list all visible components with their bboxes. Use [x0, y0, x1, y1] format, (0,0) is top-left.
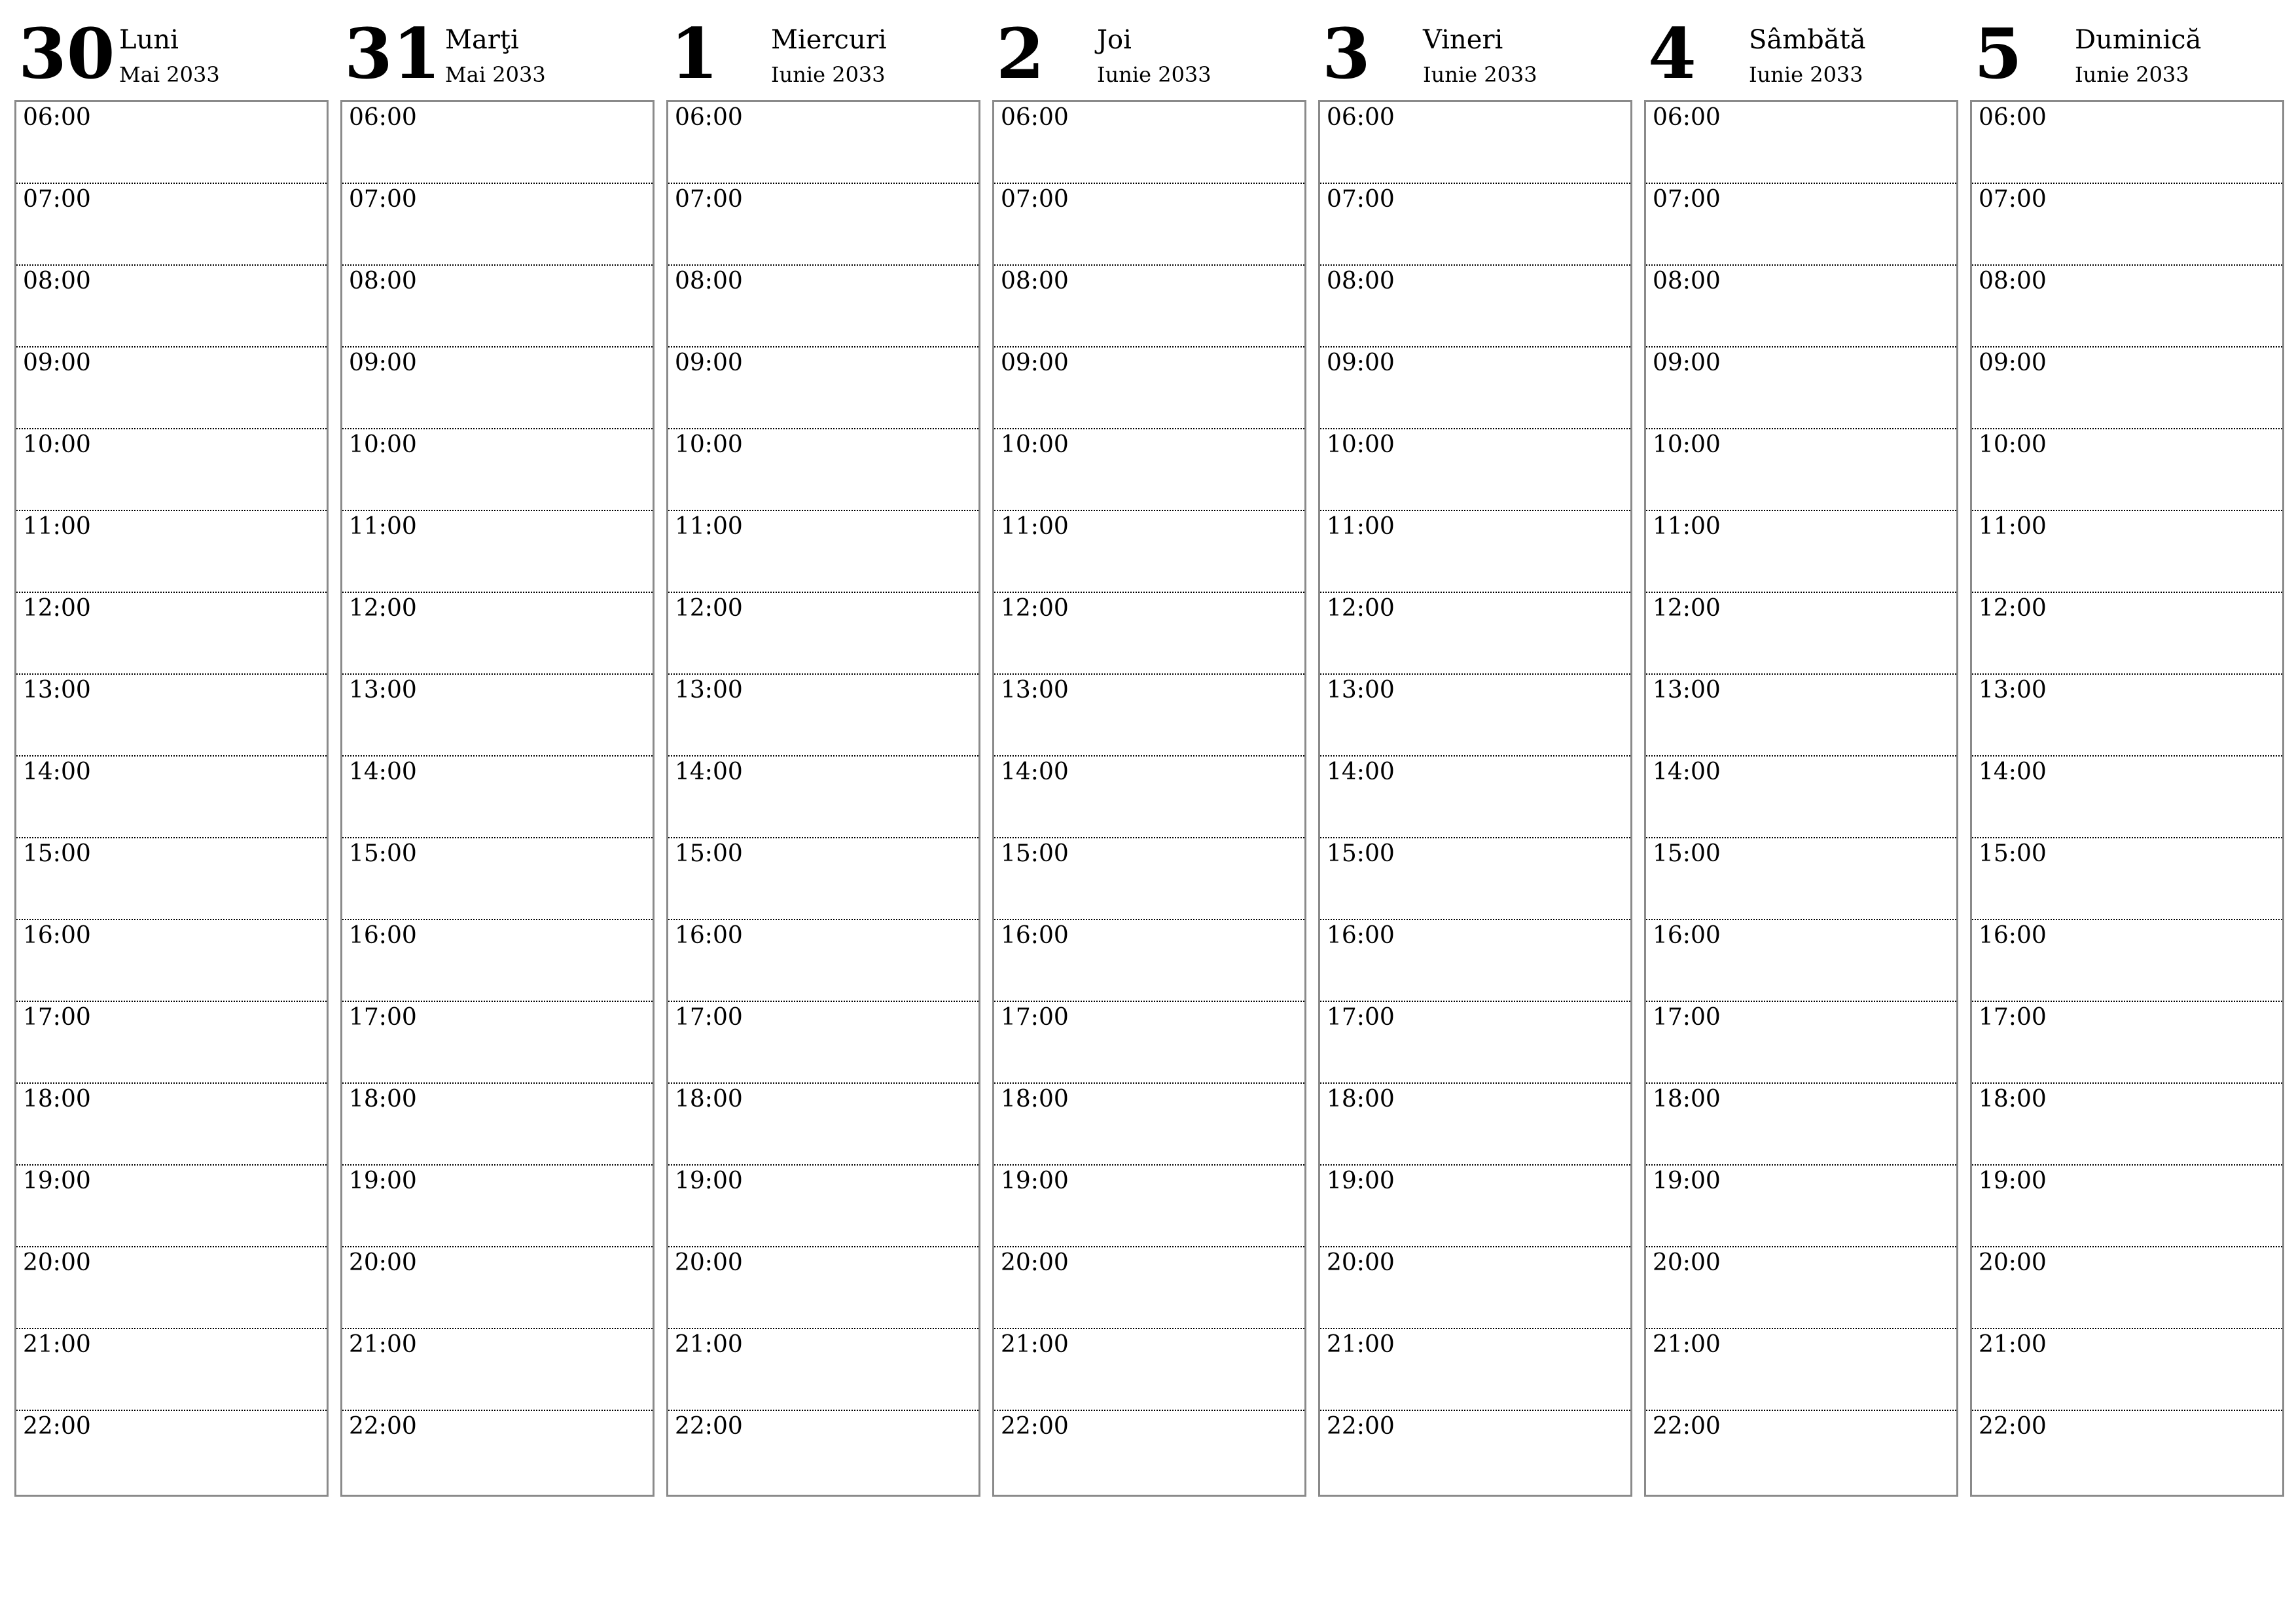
hour-label: 16:00	[1001, 922, 1069, 949]
hour-slot[interactable]	[342, 1329, 653, 1411]
hour-label: 15:00	[1653, 840, 1721, 867]
hour-label: 09:00	[1653, 349, 1721, 376]
day-header	[340, 0, 653, 99]
day-number: 2	[996, 12, 1045, 94]
hour-slot[interactable]	[1646, 920, 1956, 1002]
hour-label: 20:00	[23, 1249, 91, 1276]
hour-slot[interactable]	[16, 1084, 327, 1166]
hour-label: 17:00	[1653, 1004, 1721, 1031]
hour-label: 06:00	[349, 104, 417, 131]
day-number: 1	[670, 12, 719, 94]
hour-slot[interactable]	[1320, 348, 1630, 429]
hour-label: 15:00	[1001, 840, 1069, 867]
hour-label: 13:00	[23, 677, 91, 704]
day-header	[992, 0, 1305, 99]
hour-label: 15:00	[675, 840, 743, 867]
hour-label: 14:00	[1653, 758, 1721, 785]
hour-label: 08:00	[1979, 268, 2047, 294]
hour-label: 09:00	[23, 349, 91, 376]
hour-slot[interactable]	[1972, 511, 2282, 593]
hour-label: 22:00	[1327, 1413, 1395, 1440]
hour-slot[interactable]	[16, 184, 327, 266]
hour-label: 11:00	[349, 513, 417, 540]
hour-label: 14:00	[1979, 758, 2047, 785]
hour-slot[interactable]	[1972, 429, 2282, 511]
hour-label: 12:00	[1979, 595, 2047, 622]
day-name: Duminică	[2075, 25, 2202, 55]
hour-label: 15:00	[349, 840, 417, 867]
day-name: Luni	[119, 25, 179, 55]
hour-label: 12:00	[675, 595, 743, 622]
hour-slot[interactable]	[16, 1247, 327, 1329]
day-column	[666, 0, 979, 1499]
hour-slot[interactable]	[342, 675, 653, 757]
hour-slot[interactable]	[16, 429, 327, 511]
day-schedule-box	[14, 100, 329, 1497]
hour-label: 11:00	[23, 513, 91, 540]
hour-slot[interactable]	[1646, 429, 1956, 511]
hour-label: 22:00	[1979, 1413, 2047, 1440]
hour-label: 20:00	[1327, 1249, 1395, 1276]
hour-label: 11:00	[1653, 513, 1721, 540]
hour-label: 06:00	[1979, 104, 2047, 131]
hour-slot[interactable]	[1320, 1084, 1630, 1166]
hour-label: 09:00	[1327, 349, 1395, 376]
hour-slot[interactable]	[342, 511, 653, 593]
hour-slot[interactable]	[668, 675, 978, 757]
hour-slot[interactable]	[994, 593, 1304, 675]
hour-label: 16:00	[23, 922, 91, 949]
hour-label: 07:00	[1979, 186, 2047, 213]
hour-label: 12:00	[349, 595, 417, 622]
month-year: Iunie 2033	[1423, 62, 1537, 87]
hour-slot[interactable]	[342, 184, 653, 266]
hour-slot[interactable]	[1320, 266, 1630, 348]
hour-slot[interactable]	[16, 675, 327, 757]
hour-label: 19:00	[23, 1168, 91, 1194]
hour-label: 19:00	[1979, 1168, 2047, 1194]
hour-slot[interactable]	[668, 1166, 978, 1247]
hour-slot[interactable]	[1646, 1247, 1956, 1329]
hour-label: 11:00	[675, 513, 743, 540]
hour-label: 06:00	[675, 104, 743, 131]
hour-label: 14:00	[675, 758, 743, 785]
hour-slot[interactable]	[1972, 1166, 2282, 1247]
hour-slot[interactable]	[994, 838, 1304, 920]
hour-label: 08:00	[675, 268, 743, 294]
hour-label: 14:00	[1001, 758, 1069, 785]
hour-label: 16:00	[1653, 922, 1721, 949]
hour-label: 17:00	[1979, 1004, 2047, 1031]
hour-label: 21:00	[675, 1331, 743, 1358]
hour-slot[interactable]	[1972, 102, 2282, 184]
hour-slot[interactable]	[1646, 757, 1956, 838]
month-year: Mai 2033	[119, 62, 220, 87]
hour-label: 19:00	[1327, 1168, 1395, 1194]
day-name: Miercuri	[771, 25, 887, 55]
hour-slot[interactable]	[16, 266, 327, 348]
hour-label: 09:00	[349, 349, 417, 376]
hour-slot[interactable]	[1320, 184, 1630, 266]
day-schedule-box	[1644, 100, 1958, 1497]
hour-label: 22:00	[1001, 1413, 1069, 1440]
hour-label: 22:00	[349, 1413, 417, 1440]
hour-label: 10:00	[1001, 431, 1069, 458]
hour-label: 13:00	[1653, 677, 1721, 704]
hour-label: 09:00	[675, 349, 743, 376]
hour-label: 10:00	[349, 431, 417, 458]
hour-slot[interactable]	[16, 1002, 327, 1084]
hour-slot[interactable]	[1972, 593, 2282, 675]
hour-slot[interactable]	[1646, 348, 1956, 429]
hour-label: 10:00	[1327, 431, 1395, 458]
hour-slot[interactable]	[668, 1084, 978, 1166]
hour-label: 18:00	[675, 1086, 743, 1113]
hour-slot[interactable]	[342, 1084, 653, 1166]
hour-slot[interactable]	[1320, 1329, 1630, 1411]
month-year: Mai 2033	[445, 62, 546, 87]
hour-label: 07:00	[1653, 186, 1721, 213]
hour-label: 15:00	[1979, 840, 2047, 867]
month-year: Iunie 2033	[1097, 62, 1211, 87]
hour-slot[interactable]	[1320, 102, 1630, 184]
hour-label: 19:00	[675, 1168, 743, 1194]
hour-slot[interactable]	[1972, 184, 2282, 266]
day-header	[14, 0, 327, 99]
hour-label: 08:00	[349, 268, 417, 294]
hour-label: 13:00	[1001, 677, 1069, 704]
hour-slot[interactable]	[16, 1166, 327, 1247]
hour-slot[interactable]	[1646, 266, 1956, 348]
hour-slot[interactable]	[668, 1411, 978, 1493]
hour-label: 18:00	[1327, 1086, 1395, 1113]
hour-slot[interactable]	[1972, 1084, 2282, 1166]
hour-label: 08:00	[1327, 268, 1395, 294]
day-header	[1318, 0, 1631, 99]
day-number: 31	[344, 12, 441, 94]
hour-slot[interactable]	[1320, 429, 1630, 511]
hour-label: 07:00	[1327, 186, 1395, 213]
hour-slot[interactable]	[668, 757, 978, 838]
hour-slot[interactable]	[342, 1247, 653, 1329]
hour-slot[interactable]	[342, 593, 653, 675]
hour-slot[interactable]	[342, 920, 653, 1002]
hour-slot[interactable]	[994, 511, 1304, 593]
hour-label: 22:00	[675, 1413, 743, 1440]
hour-slot[interactable]	[16, 593, 327, 675]
hour-label: 08:00	[23, 268, 91, 294]
hour-slot[interactable]	[994, 102, 1304, 184]
hour-slot[interactable]	[342, 757, 653, 838]
hour-slot[interactable]	[668, 1247, 978, 1329]
hour-label: 13:00	[675, 677, 743, 704]
hour-label: 21:00	[1653, 1331, 1721, 1358]
hour-label: 18:00	[1653, 1086, 1721, 1113]
hour-label: 15:00	[23, 840, 91, 867]
hour-slot[interactable]	[668, 511, 978, 593]
hour-label: 18:00	[1979, 1086, 2047, 1113]
hour-slot[interactable]	[668, 1002, 978, 1084]
hour-label: 17:00	[349, 1004, 417, 1031]
hour-slot[interactable]	[16, 511, 327, 593]
hour-slot[interactable]	[994, 757, 1304, 838]
hour-slot[interactable]	[1320, 920, 1630, 1002]
hour-slot[interactable]	[1972, 1411, 2282, 1493]
hour-label: 07:00	[23, 186, 91, 213]
day-number: 5	[1974, 12, 2022, 94]
hour-label: 19:00	[1001, 1168, 1069, 1194]
hour-slot[interactable]	[342, 102, 653, 184]
hour-slot[interactable]	[342, 1166, 653, 1247]
hour-label: 06:00	[1653, 104, 1721, 131]
day-number: 4	[1648, 12, 1696, 94]
hour-slot[interactable]	[1320, 511, 1630, 593]
hour-label: 18:00	[1001, 1086, 1069, 1113]
hour-slot[interactable]	[1646, 1411, 1956, 1493]
hour-label: 14:00	[349, 758, 417, 785]
hour-slot[interactable]	[994, 1329, 1304, 1411]
hour-label: 22:00	[23, 1413, 91, 1440]
hour-label: 17:00	[675, 1004, 743, 1031]
hour-label: 16:00	[349, 922, 417, 949]
hour-label: 15:00	[1327, 840, 1395, 867]
hour-slot[interactable]	[1646, 675, 1956, 757]
hour-slot[interactable]	[668, 102, 978, 184]
day-schedule-box	[992, 100, 1306, 1497]
hour-slot[interactable]	[1972, 920, 2282, 1002]
hour-label: 11:00	[1327, 513, 1395, 540]
hour-slot[interactable]	[16, 1329, 327, 1411]
hour-label: 12:00	[1327, 595, 1395, 622]
hour-slot[interactable]	[342, 348, 653, 429]
hour-label: 14:00	[23, 758, 91, 785]
hour-slot[interactable]	[1320, 593, 1630, 675]
hour-slot[interactable]	[994, 429, 1304, 511]
hour-slot[interactable]	[994, 1166, 1304, 1247]
hour-slot[interactable]	[1646, 593, 1956, 675]
hour-label: 08:00	[1001, 268, 1069, 294]
hour-label: 16:00	[1979, 922, 2047, 949]
month-year: Iunie 2033	[771, 62, 886, 87]
hour-slot[interactable]	[994, 1411, 1304, 1493]
day-column	[340, 0, 653, 1499]
hour-label: 20:00	[1979, 1249, 2047, 1276]
month-year: Iunie 2033	[1749, 62, 1863, 87]
hour-slot[interactable]	[1646, 838, 1956, 920]
hour-slot[interactable]	[1646, 511, 1956, 593]
day-header	[1970, 0, 2283, 99]
hour-slot[interactable]	[16, 757, 327, 838]
hour-label: 08:00	[1653, 268, 1721, 294]
hour-label: 13:00	[349, 677, 417, 704]
hour-slot[interactable]	[1320, 1247, 1630, 1329]
hour-label: 21:00	[1979, 1331, 2047, 1358]
hour-label: 13:00	[1979, 677, 2047, 704]
day-name: Marţi	[445, 25, 519, 55]
hour-slot[interactable]	[994, 920, 1304, 1002]
hour-label: 21:00	[23, 1331, 91, 1358]
hour-label: 10:00	[675, 431, 743, 458]
hour-slot[interactable]	[994, 184, 1304, 266]
month-year: Iunie 2033	[2075, 62, 2189, 87]
hour-label: 16:00	[675, 922, 743, 949]
day-column	[14, 0, 327, 1499]
hour-slot[interactable]	[994, 1002, 1304, 1084]
day-column	[1644, 0, 1957, 1499]
hour-slot[interactable]	[668, 838, 978, 920]
day-header	[666, 0, 979, 99]
hour-label: 14:00	[1327, 758, 1395, 785]
hour-slot[interactable]	[1320, 1411, 1630, 1493]
hour-slot[interactable]	[1646, 102, 1956, 184]
hour-slot[interactable]	[1320, 1166, 1630, 1247]
hour-label: 12:00	[1653, 595, 1721, 622]
hour-label: 09:00	[1979, 349, 2047, 376]
hour-slot[interactable]	[16, 838, 327, 920]
hour-slot[interactable]	[1972, 266, 2282, 348]
hour-slot[interactable]	[1320, 675, 1630, 757]
hour-slot[interactable]	[1646, 1084, 1956, 1166]
hour-slot[interactable]	[1320, 838, 1630, 920]
hour-label: 17:00	[1327, 1004, 1395, 1031]
hour-slot[interactable]	[994, 675, 1304, 757]
hour-slot[interactable]	[1646, 1329, 1956, 1411]
hour-label: 22:00	[1653, 1413, 1721, 1440]
hour-label: 17:00	[1001, 1004, 1069, 1031]
hour-slot[interactable]	[1972, 1247, 2282, 1329]
day-column	[1970, 0, 2283, 1499]
day-schedule-box	[340, 100, 655, 1497]
hour-label: 12:00	[1001, 595, 1069, 622]
hour-slot[interactable]	[1320, 757, 1630, 838]
day-column	[992, 0, 1305, 1499]
hour-slot[interactable]	[1646, 184, 1956, 266]
hour-label: 10:00	[23, 431, 91, 458]
hour-label: 19:00	[1653, 1168, 1721, 1194]
hour-label: 06:00	[23, 104, 91, 131]
hour-label: 12:00	[23, 595, 91, 622]
hour-slot[interactable]	[1646, 1002, 1956, 1084]
hour-slot[interactable]	[668, 593, 978, 675]
hour-slot[interactable]	[342, 1411, 653, 1493]
hour-slot[interactable]	[16, 102, 327, 184]
hour-label: 17:00	[23, 1004, 91, 1031]
hour-label: 11:00	[1979, 513, 2047, 540]
hour-label: 18:00	[23, 1086, 91, 1113]
hour-label: 10:00	[1653, 431, 1721, 458]
hour-slot[interactable]	[342, 838, 653, 920]
day-number: 30	[18, 12, 115, 94]
day-schedule-box	[1318, 100, 1632, 1497]
hour-slot[interactable]	[1972, 757, 2282, 838]
hour-label: 20:00	[1001, 1249, 1069, 1276]
hour-slot[interactable]	[994, 266, 1304, 348]
hour-slot[interactable]	[1972, 348, 2282, 429]
hour-slot[interactable]	[16, 348, 327, 429]
hour-label: 19:00	[349, 1168, 417, 1194]
hour-label: 09:00	[1001, 349, 1069, 376]
hour-label: 21:00	[349, 1331, 417, 1358]
hour-label: 20:00	[1653, 1249, 1721, 1276]
hour-slot[interactable]	[668, 266, 978, 348]
hour-label: 13:00	[1327, 677, 1395, 704]
hour-label: 20:00	[675, 1249, 743, 1276]
hour-slot[interactable]	[1646, 1166, 1956, 1247]
hour-slot[interactable]	[342, 1002, 653, 1084]
hour-slot[interactable]	[668, 184, 978, 266]
day-name: Joi	[1097, 25, 1132, 55]
hour-label: 21:00	[1327, 1331, 1395, 1358]
day-schedule-box	[666, 100, 980, 1497]
hour-slot[interactable]	[342, 266, 653, 348]
day-number: 3	[1322, 12, 1371, 94]
day-header	[1644, 0, 1957, 99]
day-name: Vineri	[1423, 25, 1503, 55]
hour-slot[interactable]	[668, 1329, 978, 1411]
hour-slot[interactable]	[668, 429, 978, 511]
hour-label: 20:00	[349, 1249, 417, 1276]
day-schedule-box	[1970, 100, 2284, 1497]
hour-label: 06:00	[1327, 104, 1395, 131]
hour-label: 21:00	[1001, 1331, 1069, 1358]
hour-label: 18:00	[349, 1086, 417, 1113]
hour-label: 11:00	[1001, 513, 1069, 540]
hour-slot[interactable]	[16, 1411, 327, 1493]
hour-label: 07:00	[1001, 186, 1069, 213]
hour-slot[interactable]	[668, 348, 978, 429]
hour-slot[interactable]	[16, 920, 327, 1002]
day-name: Sâmbătă	[1749, 25, 1866, 55]
hour-slot[interactable]	[994, 1247, 1304, 1329]
hour-label: 06:00	[1001, 104, 1069, 131]
day-column	[1318, 0, 1631, 1499]
hour-slot[interactable]	[1972, 1002, 2282, 1084]
hour-slot[interactable]	[1320, 1002, 1630, 1084]
hour-label: 10:00	[1979, 431, 2047, 458]
hour-slot[interactable]	[994, 1084, 1304, 1166]
hour-label: 07:00	[349, 186, 417, 213]
hour-label: 07:00	[675, 186, 743, 213]
hour-slot[interactable]	[994, 348, 1304, 429]
hour-slot[interactable]	[1972, 675, 2282, 757]
hour-slot[interactable]	[342, 429, 653, 511]
hour-slot[interactable]	[1972, 1329, 2282, 1411]
hour-slot[interactable]	[668, 920, 978, 1002]
hour-slot[interactable]	[1972, 838, 2282, 920]
hour-label: 16:00	[1327, 922, 1395, 949]
